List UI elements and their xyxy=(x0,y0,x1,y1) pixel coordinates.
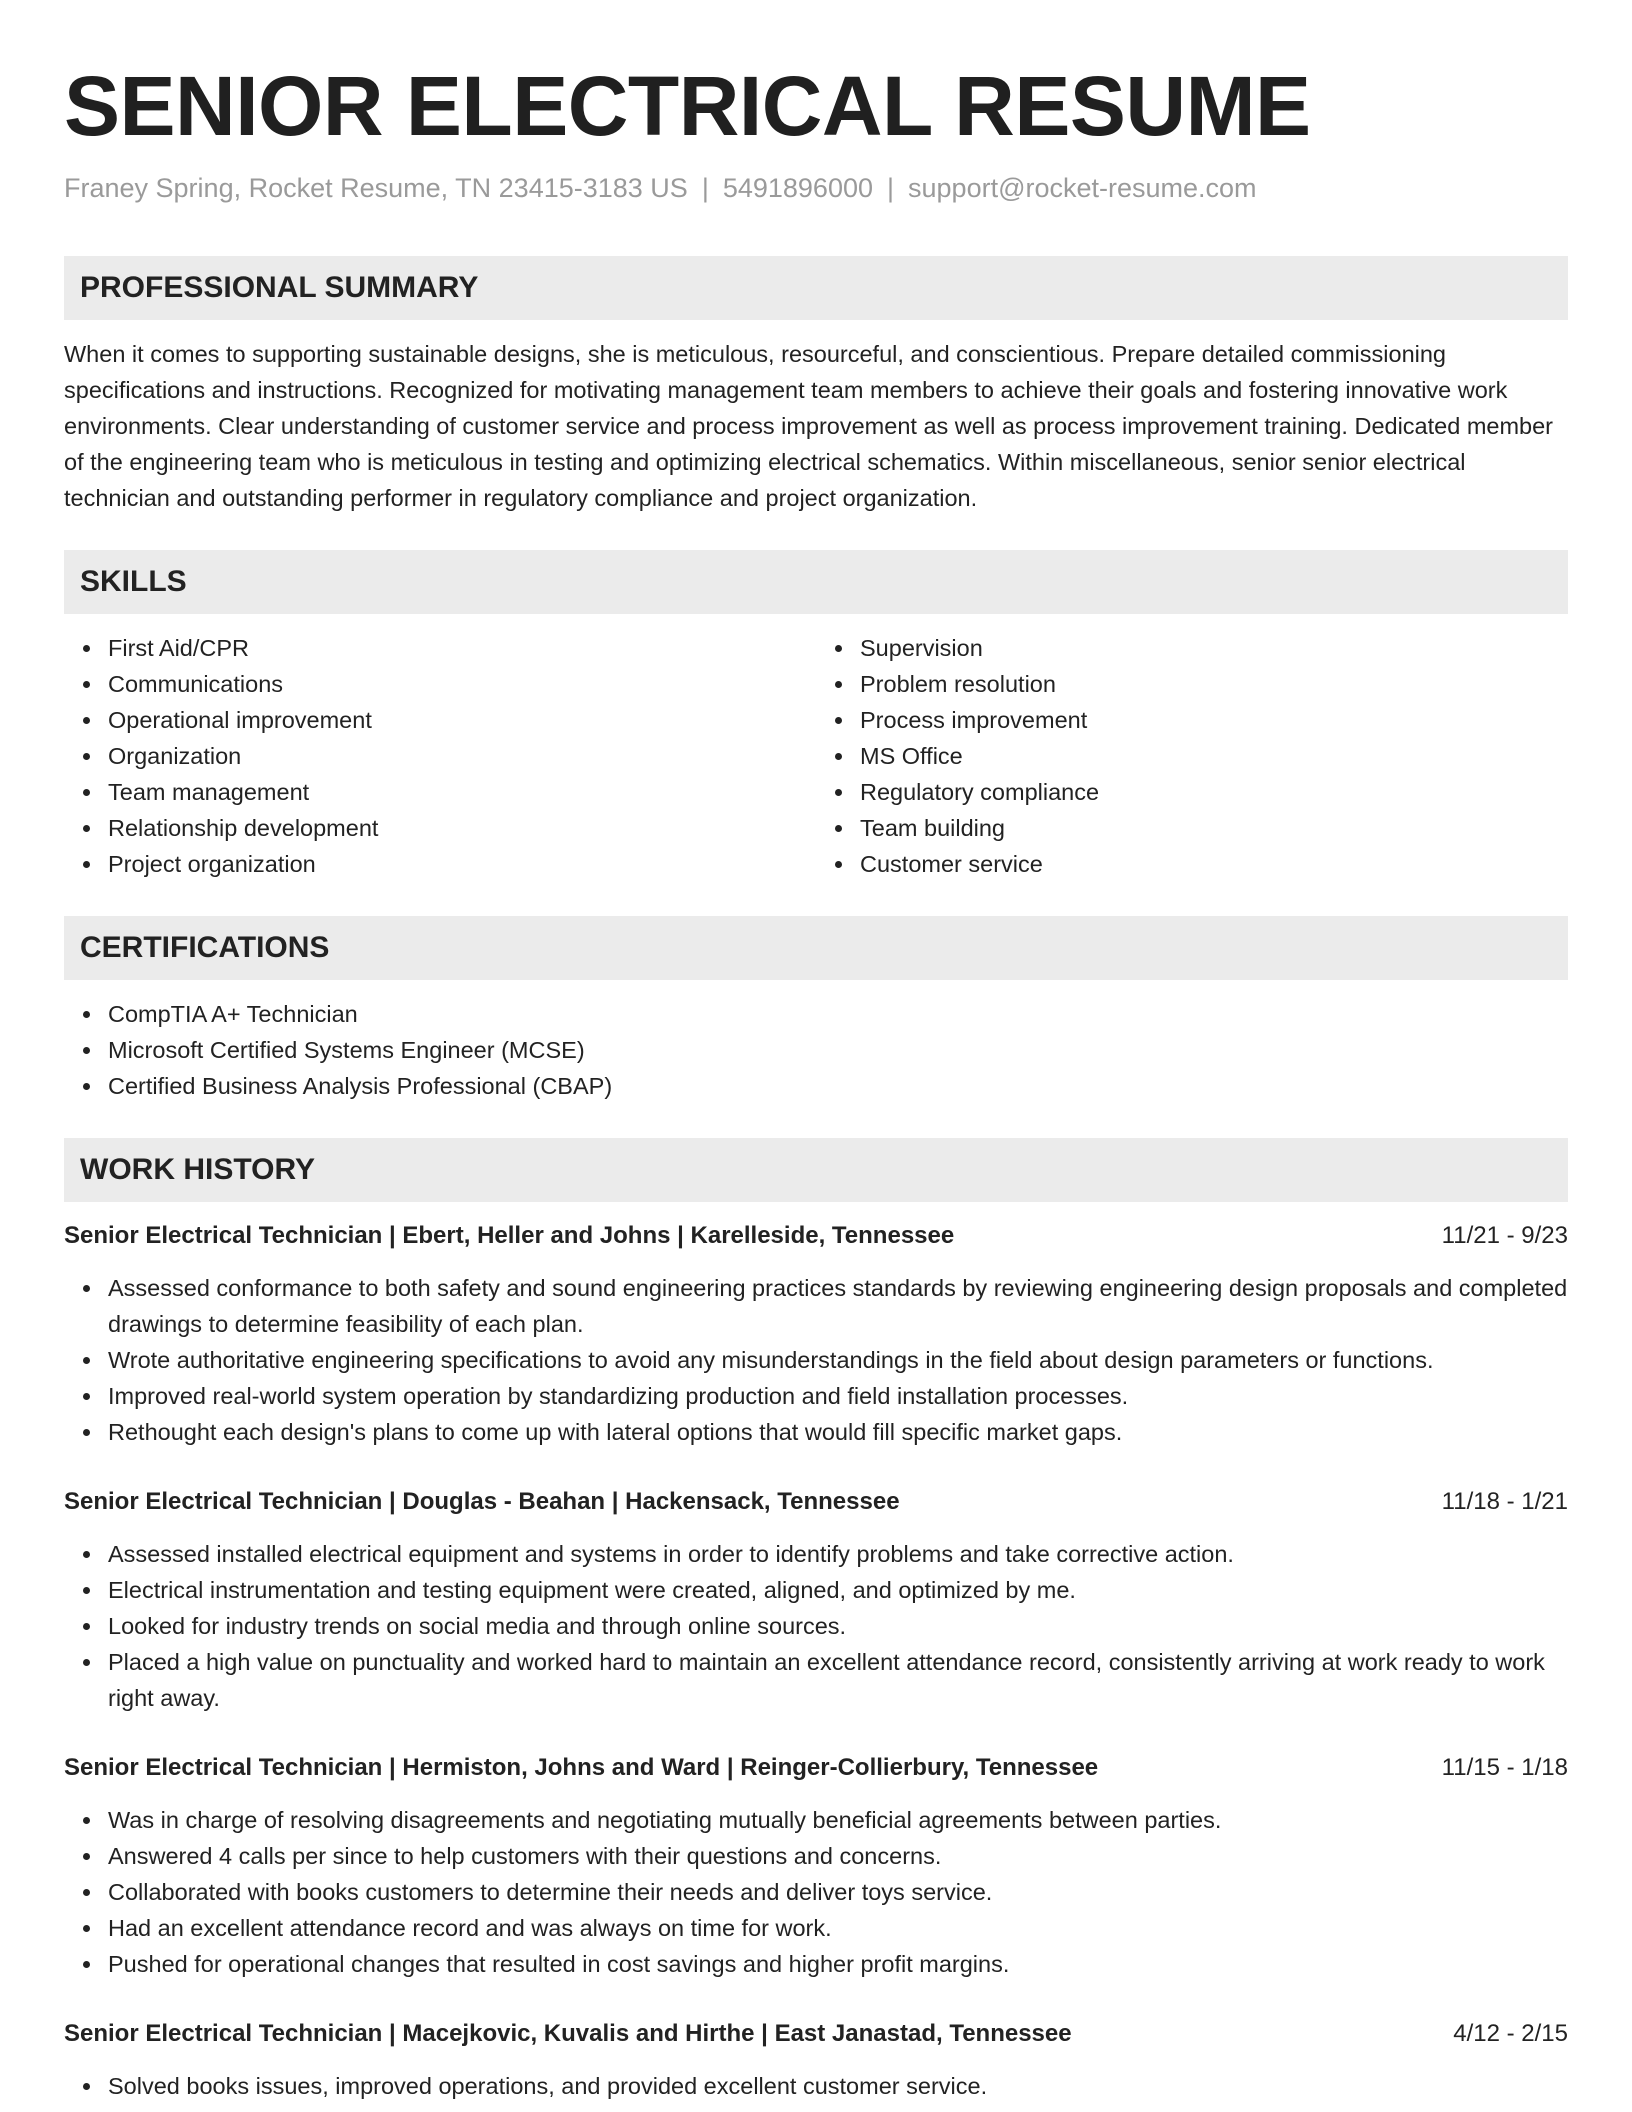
section-heading-summary: PROFESSIONAL SUMMARY xyxy=(64,256,1568,320)
section-heading-skills: SKILLS xyxy=(64,550,1568,614)
job-title: Senior Electrical Technician | Hermiston, Johns and Ward | Reinger-Collierbury, Tennessee xyxy=(64,1754,1099,1781)
job-bullet: Collaborated with books customers to determine their needs and deliver toys service. xyxy=(108,1874,1568,1910)
job-bullets xyxy=(64,1802,1568,1982)
skills-list-left xyxy=(64,630,816,882)
job-bullet: Assessed conformance to both safety and sound engineering practices standards by reviewing engineering design proposals and completed drawings to determine feasibility of each plan. xyxy=(108,1270,1568,1342)
job-bullet: Improved real-world system operation by standardizing production and field installation processes. xyxy=(108,1378,1568,1414)
job-title: Senior Electrical Technician | Ebert, Heller and Johns | Karelleside, Tennessee xyxy=(64,1222,955,1249)
skill-item: Project organization xyxy=(108,846,816,882)
job-entry xyxy=(64,1218,1568,1450)
job-header xyxy=(64,2016,1568,2052)
skill-item: Communications xyxy=(108,666,816,702)
contact-email: support@rocket-resume.com xyxy=(908,173,1257,203)
job-title: Senior Electrical Technician | Macejkovic, Kuvalis and Hirthe | East Janastad, Tennessee xyxy=(64,2020,1072,2047)
job-bullet: Had an excellent attendance record and was always on time for work. xyxy=(108,1910,1568,1946)
job-entry xyxy=(64,1484,1568,1716)
skills-list-right xyxy=(816,630,1568,882)
skill-item: First Aid/CPR xyxy=(108,630,816,666)
job-header xyxy=(64,1484,1568,1520)
contact-address: Franey Spring, Rocket Resume, TN 23415-3183 US xyxy=(64,173,688,203)
job-dates: 11/15 - 1/18 xyxy=(1441,1754,1568,1781)
job-bullets xyxy=(64,1270,1568,1450)
job-bullets xyxy=(64,2068,1568,2104)
job-bullet: Pushed for operational changes that resulted in cost savings and higher profit margins. xyxy=(108,1946,1568,1982)
skill-item: Relationship development xyxy=(108,810,816,846)
job-header xyxy=(64,1218,1568,1254)
job-bullets xyxy=(64,1536,1568,1716)
job-bullet: Solved books issues, improved operations, and provided excellent customer service. xyxy=(108,2068,1568,2104)
contact-phone: 5491896000 xyxy=(722,173,873,203)
certification-item: CompTIA A+ Technician xyxy=(108,996,1568,1032)
job-bullet: Rethought each design's plans to come up with lateral options that would fill specific market gaps. xyxy=(108,1414,1568,1450)
skill-item: Supervision xyxy=(860,630,1568,666)
contact-separator: | xyxy=(701,173,709,203)
skill-item: Customer service xyxy=(860,846,1568,882)
certifications-list xyxy=(64,996,1568,1104)
job-bullet: Looked for industry trends on social media and through online sources. xyxy=(108,1608,1568,1644)
job-bullet: Answered 4 calls per since to help customers with their questions and concerns. xyxy=(108,1838,1568,1874)
job-entry xyxy=(64,2016,1568,2104)
job-bullet: Assessed installed electrical equipment and systems in order to identify problems and take corrective action. xyxy=(108,1536,1568,1572)
skill-item: MS Office xyxy=(860,738,1568,774)
skill-item: Process improvement xyxy=(860,702,1568,738)
job-bullet: Was in charge of resolving disagreements and negotiating mutually beneficial agreements between parties. xyxy=(108,1802,1568,1838)
job-title: Senior Electrical Technician | Douglas - Beahan | Hackensack, Tennessee xyxy=(64,1488,900,1515)
skill-item: Problem resolution xyxy=(860,666,1568,702)
resume-title: SENIOR ELECTRICAL RESUME xyxy=(64,59,1311,153)
certification-item: Microsoft Certified Systems Engineer (MCSE) xyxy=(108,1032,1568,1068)
skill-item: Organization xyxy=(108,738,816,774)
skills-columns xyxy=(64,630,1568,882)
job-header xyxy=(64,1750,1568,1786)
section-heading-work-history: WORK HISTORY xyxy=(64,1138,1568,1202)
summary-paragraph: When it comes to supporting sustainable designs, she is meticulous, resourceful, and conscientious. Prepare detailed commissioning specifications and instructions. Recognized for motivating management team members to achieve their goals and fostering innovative work environments. Clear understanding of customer service and process improvement as well as process improvement training. Dedicated member of the engineering team who is meticulous in testing and optimizing electrical schematics. Within miscellaneous, senior senior electrical technician and outstanding performer in regulatory compliance and project organization. xyxy=(64,341,1554,511)
skill-item: Regulatory compliance xyxy=(860,774,1568,810)
job-dates: 11/18 - 1/21 xyxy=(1441,1488,1568,1515)
skill-item: Team management xyxy=(108,774,816,810)
job-dates: 11/21 - 9/23 xyxy=(1441,1222,1568,1249)
contact-separator: | xyxy=(887,173,895,203)
job-bullet: Placed a high value on punctuality and worked hard to maintain an excellent attendance record, consistently arriving at work ready to work right away. xyxy=(108,1644,1568,1716)
job-bullet: Wrote authoritative engineering specifications to avoid any misunderstandings in the field about design parameters or functions. xyxy=(108,1342,1568,1378)
section-heading-certifications: CERTIFICATIONS xyxy=(64,916,1568,980)
certification-item: Certified Business Analysis Professional (CBAP) xyxy=(108,1068,1568,1104)
job-entry xyxy=(64,1750,1568,1982)
job-dates: 4/12 - 2/15 xyxy=(1453,2020,1568,2047)
job-bullet: Electrical instrumentation and testing equipment were created, aligned, and optimized by me. xyxy=(108,1572,1568,1608)
contact-line xyxy=(64,170,1568,206)
skill-item: Team building xyxy=(860,810,1568,846)
skill-item: Operational improvement xyxy=(108,702,816,738)
